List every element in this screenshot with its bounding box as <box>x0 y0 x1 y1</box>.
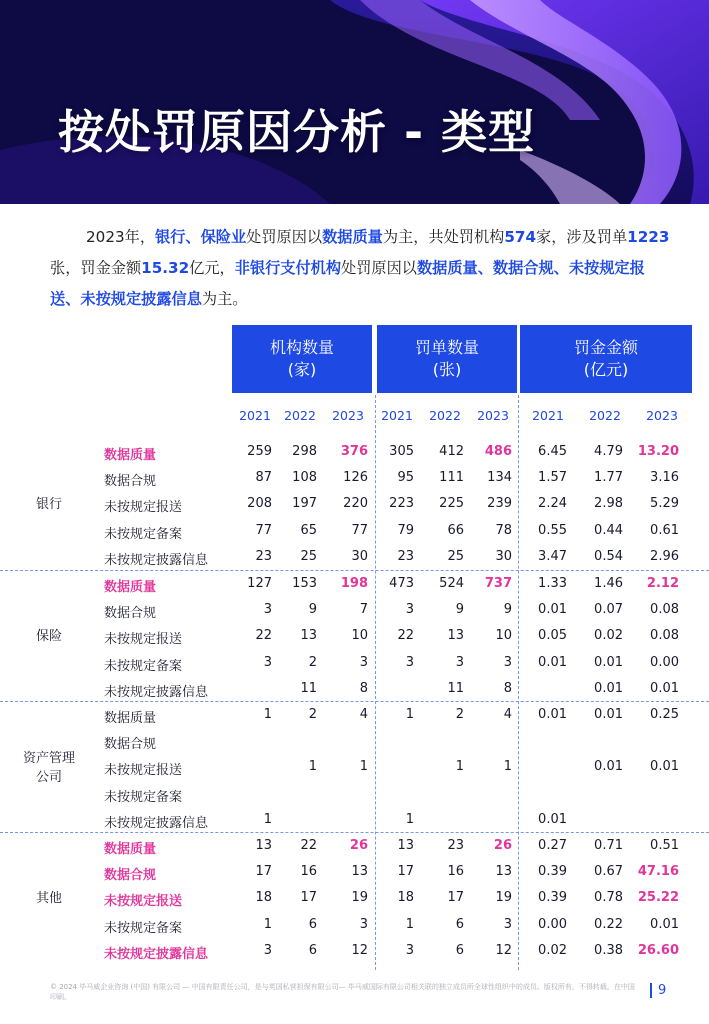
table-cell: 22 <box>255 628 272 644</box>
table-cell: 12 <box>351 942 368 958</box>
year-label: 2021 <box>239 408 271 423</box>
intro-highlight: 574 <box>504 228 537 246</box>
table-cell: 0.01 <box>650 680 679 696</box>
table-cell: 376 <box>340 444 368 459</box>
row-label: 未按规定报送 <box>104 763 183 779</box>
table-cell: 22 <box>397 628 414 644</box>
table-cell: 153 <box>292 576 317 591</box>
row-label: 数据质量 <box>104 448 157 463</box>
table-row <box>0 544 709 570</box>
table-cell: 13.20 <box>637 444 679 459</box>
table-cell: 6.45 <box>538 444 567 459</box>
table-cell: 3 <box>263 654 272 670</box>
table-cell: 208 <box>247 496 272 512</box>
row-label: 未按规定披露信息 <box>104 946 209 962</box>
table-cell: 126 <box>343 470 368 486</box>
table-cell: 23 <box>447 838 464 853</box>
table-cell: 4 <box>359 707 368 722</box>
table-cell: 486 <box>484 444 512 459</box>
table-row <box>0 597 709 623</box>
intro-text: 为主。 <box>201 290 248 308</box>
intro-highlight: 数据质量、数据合规、未按规定报送、未按规定披露信息 <box>50 259 645 308</box>
table-cell: 79 <box>397 522 414 538</box>
table-cell: 239 <box>487 496 512 512</box>
row-label: 未按规定备案 <box>104 920 183 936</box>
year-label: 2022 <box>589 408 621 423</box>
table-cell: 0.01 <box>538 654 567 670</box>
table-cell: 3 <box>359 654 368 670</box>
table-cell: 0.08 <box>650 602 679 618</box>
row-label: 未按规定报送 <box>104 500 183 516</box>
table-cell: 0.78 <box>594 890 623 906</box>
table-cell: 30 <box>495 548 512 564</box>
table-cell: 16 <box>300 864 317 880</box>
table-cell: 3 <box>503 916 512 932</box>
intro-text: 张，罚金金额 <box>50 259 142 277</box>
table-cell: 10 <box>495 628 512 644</box>
hero-banner <box>0 0 709 204</box>
intro-highlight: 银行、保险业 <box>155 228 247 246</box>
footer-disclaimer: © 2024 毕马威企业咨询 (中国) 有限公司 — 中国有限责任公司，是与英国私营担保有限公司— 毕马威国际有限公司相关联的独立成员所全球性组织中的成员。版权所有，不得转载。在中国印刷。 <box>50 983 635 1001</box>
table-cell: 1.46 <box>594 576 623 591</box>
table-cell: 8 <box>503 680 512 696</box>
table-cell: 3 <box>405 602 414 618</box>
table-row <box>0 807 709 833</box>
row-label: 数据质量 <box>104 842 157 857</box>
table-cell: 1 <box>263 811 272 827</box>
intro-text: 2023年， <box>86 228 156 246</box>
year-label: 2021 <box>532 408 564 423</box>
row-label: 数据合规 <box>104 606 157 622</box>
table-cell: 5.29 <box>650 496 679 512</box>
table-cell: 16 <box>447 864 464 880</box>
table-cell: 0.02 <box>538 942 567 958</box>
table-cell: 19 <box>351 890 368 906</box>
table-cell: 259 <box>247 444 272 459</box>
table-cell: 473 <box>389 576 414 591</box>
table-cell: 6 <box>455 942 464 958</box>
table-cell: 0.07 <box>594 602 623 618</box>
table-cell: 1 <box>405 811 414 827</box>
header-tickets: 罚单数量 (张) <box>377 325 517 393</box>
table-cell: 19 <box>495 890 512 906</box>
table-cell: 2 <box>308 707 317 722</box>
table-row <box>0 518 709 544</box>
table-cell: 77 <box>351 522 368 538</box>
table-cell: 0.51 <box>650 838 679 853</box>
table-cell: 78 <box>495 522 512 538</box>
table-cell: 13 <box>255 838 272 853</box>
page-title: 按处罚原因分析 - 类型 <box>58 105 536 159</box>
table-cell: 1 <box>405 916 414 932</box>
row-label: 未按规定披露信息 <box>104 684 209 700</box>
page-number: 9 <box>650 983 666 998</box>
table-cell: 6 <box>455 916 464 932</box>
table-cell: 1 <box>263 916 272 932</box>
table-cell: 0.00 <box>538 916 567 932</box>
table-cell: 0.22 <box>594 916 623 932</box>
table-cell: 305 <box>389 444 414 459</box>
group-name: 银行 <box>35 497 62 512</box>
table-cell: 8 <box>359 680 368 696</box>
table-row <box>0 754 709 780</box>
row-label: 未按规定报送 <box>104 894 183 910</box>
table-cell: 0.01 <box>538 707 567 722</box>
table-cell: 7 <box>359 602 368 618</box>
table-cell: 47.16 <box>637 864 679 880</box>
group-name: 保险 <box>35 629 62 644</box>
row-label: 数据合规 <box>104 737 157 753</box>
table-cell: 3 <box>263 942 272 958</box>
table-cell: 0.01 <box>594 707 623 722</box>
table-cell: 4 <box>503 707 512 722</box>
intro-text: 亿元， <box>189 259 235 277</box>
table-cell: 223 <box>389 496 414 512</box>
table-cell: 0.01 <box>650 759 679 775</box>
table-cell: 2.96 <box>650 548 679 564</box>
table-cell: 3 <box>503 654 512 670</box>
table-cell: 0.00 <box>650 654 679 670</box>
table-cell: 127 <box>247 576 272 591</box>
table-cell: 1 <box>405 707 414 722</box>
table-cell: 1.33 <box>538 576 567 591</box>
table-cell: 87 <box>255 470 272 486</box>
intro-text: 家，涉及罚单 <box>536 228 628 246</box>
table-cell: 17 <box>255 864 272 880</box>
table-cell: 13 <box>351 864 368 880</box>
table-row <box>0 859 709 885</box>
table-cell: 77 <box>255 522 272 538</box>
header-institutions: 机构数量 (家) <box>232 325 372 393</box>
row-label: 未按规定备案 <box>104 658 183 674</box>
table-cell: 25.22 <box>637 890 679 906</box>
table-cell: 9 <box>308 602 317 618</box>
year-label: 2023 <box>646 408 678 423</box>
table-row <box>0 833 709 859</box>
row-label: 数据合规 <box>104 474 157 490</box>
table-cell: 18 <box>397 890 414 906</box>
table-cell: 0.61 <box>650 522 679 538</box>
table-cell: 12 <box>495 942 512 958</box>
table-cell: 108 <box>292 470 317 486</box>
table-cell: 0.55 <box>538 522 567 538</box>
table-cell: 18 <box>255 890 272 906</box>
table-cell: 0.71 <box>594 838 623 853</box>
table-cell: 0.25 <box>650 707 679 722</box>
table-row <box>0 912 709 938</box>
table-cell: 2.12 <box>646 576 679 591</box>
table-cell: 95 <box>397 470 414 486</box>
table-cell: 3 <box>405 654 414 670</box>
group-name: 其他 <box>35 891 62 906</box>
row-label: 数据质量 <box>104 711 157 726</box>
table-row <box>0 491 709 517</box>
table-cell: 1 <box>455 759 464 775</box>
table-cell: 23 <box>255 548 272 564</box>
table-cell: 9 <box>503 602 512 618</box>
table-cell: 17 <box>300 890 317 906</box>
table-cell: 1 <box>308 759 317 775</box>
table-cell: 65 <box>300 522 317 538</box>
table-row <box>0 439 709 465</box>
table-row <box>0 650 709 676</box>
table-row <box>0 623 709 649</box>
table-cell: 198 <box>340 576 368 591</box>
table-cell: 17 <box>447 890 464 906</box>
table-cell: 2 <box>455 707 464 722</box>
table-cell: 1 <box>359 759 368 775</box>
intro-text: 为主，共处罚机构 <box>382 228 505 246</box>
intro-highlight: 15.32 <box>141 259 190 277</box>
year-label: 2023 <box>332 408 364 423</box>
intro-highlight: 数据质量 <box>322 228 383 246</box>
table-cell: 3 <box>263 602 272 618</box>
table-cell: 13 <box>397 838 414 853</box>
table-cell: 2.98 <box>594 496 623 512</box>
table-cell: 197 <box>292 496 317 512</box>
table-cell: 26.60 <box>637 942 679 958</box>
table-cell: 22 <box>300 838 317 853</box>
table-cell: 0.05 <box>538 628 567 644</box>
row-label: 未按规定报送 <box>104 632 183 648</box>
group-name: 资产管理 公司 <box>22 750 75 785</box>
table-cell: 0.01 <box>650 916 679 932</box>
table-cell: 23 <box>397 548 414 564</box>
table-cell: 412 <box>439 444 464 459</box>
table-cell: 1.57 <box>538 470 567 486</box>
table-cell: 0.54 <box>594 548 623 564</box>
table-cell: 26 <box>493 838 512 853</box>
table-cell: 26 <box>349 838 368 853</box>
table-cell: 11 <box>447 680 464 696</box>
table-cell: 220 <box>343 496 368 512</box>
table-cell: 2.24 <box>538 496 567 512</box>
table-cell: 30 <box>351 548 368 564</box>
row-label: 未按规定披露信息 <box>104 552 209 568</box>
table-cell: 6 <box>308 916 317 932</box>
table-cell: 17 <box>397 864 414 880</box>
table-cell: 1.77 <box>594 470 623 486</box>
table-row <box>0 702 709 728</box>
table-cell: 0.38 <box>594 942 623 958</box>
table-cell: 25 <box>300 548 317 564</box>
table-cell: 737 <box>484 576 512 591</box>
table-cell: 2 <box>308 654 317 670</box>
table-cell: 13 <box>495 864 512 880</box>
table-cell: 0.44 <box>594 522 623 538</box>
table-cell: 0.02 <box>594 628 623 644</box>
table-cell: 134 <box>487 470 512 486</box>
table-cell: 0.01 <box>538 602 567 618</box>
year-label: 2022 <box>284 408 316 423</box>
table-cell: 3 <box>359 916 368 932</box>
table-cell: 13 <box>447 628 464 644</box>
intro-highlight: 非银行支付机构 <box>234 259 342 277</box>
table-cell: 1 <box>503 759 512 775</box>
table-cell: 0.01 <box>594 759 623 775</box>
table-cell: 0.01 <box>594 680 623 696</box>
table-cell: 0.67 <box>594 864 623 880</box>
table-cell: 10 <box>351 628 368 644</box>
table-cell: 0.39 <box>538 864 567 880</box>
table-cell: 13 <box>300 628 317 644</box>
row-label: 未按规定披露信息 <box>104 815 209 831</box>
table-cell: 298 <box>292 444 317 459</box>
table-cell: 4.79 <box>594 444 623 459</box>
table-row <box>0 885 709 911</box>
table-cell: 1 <box>263 707 272 722</box>
intro-paragraph <box>50 222 670 315</box>
table-cell: 111 <box>439 470 464 486</box>
table-cell: 0.01 <box>594 654 623 670</box>
table-cell: 0.01 <box>538 811 567 827</box>
table-cell: 0.39 <box>538 890 567 906</box>
table-cell: 9 <box>455 602 464 618</box>
table-row <box>0 465 709 491</box>
intro-highlight: 1223 <box>627 228 670 246</box>
year-label: 2022 <box>429 408 461 423</box>
table-row <box>0 781 709 807</box>
table-cell: 524 <box>439 576 464 591</box>
table-cell: 3.47 <box>538 548 567 564</box>
year-label: 2023 <box>477 408 509 423</box>
row-label: 未按规定备案 <box>104 526 183 542</box>
table-row <box>0 728 709 754</box>
row-label: 未按规定备案 <box>104 789 183 805</box>
table-cell: 3 <box>405 942 414 958</box>
table-cell: 66 <box>447 522 464 538</box>
header-fines: 罚金金额 (亿元) <box>520 325 692 393</box>
table-cell: 0.27 <box>538 838 567 853</box>
year-label: 2021 <box>381 408 413 423</box>
table-cell: 25 <box>447 548 464 564</box>
table-cell: 225 <box>439 496 464 512</box>
table-cell: 3 <box>455 654 464 670</box>
table-cell: 6 <box>308 942 317 958</box>
row-label: 数据质量 <box>104 580 157 595</box>
table-row <box>0 676 709 702</box>
table-cell: 0.08 <box>650 628 679 644</box>
table-row <box>0 938 709 964</box>
table-cell: 11 <box>300 680 317 696</box>
row-label: 数据合规 <box>104 868 157 884</box>
table-cell: 3.16 <box>650 470 679 486</box>
table-row <box>0 571 709 597</box>
intro-text: 处罚原因以 <box>246 228 323 246</box>
intro-text: 处罚原因以 <box>341 259 417 277</box>
